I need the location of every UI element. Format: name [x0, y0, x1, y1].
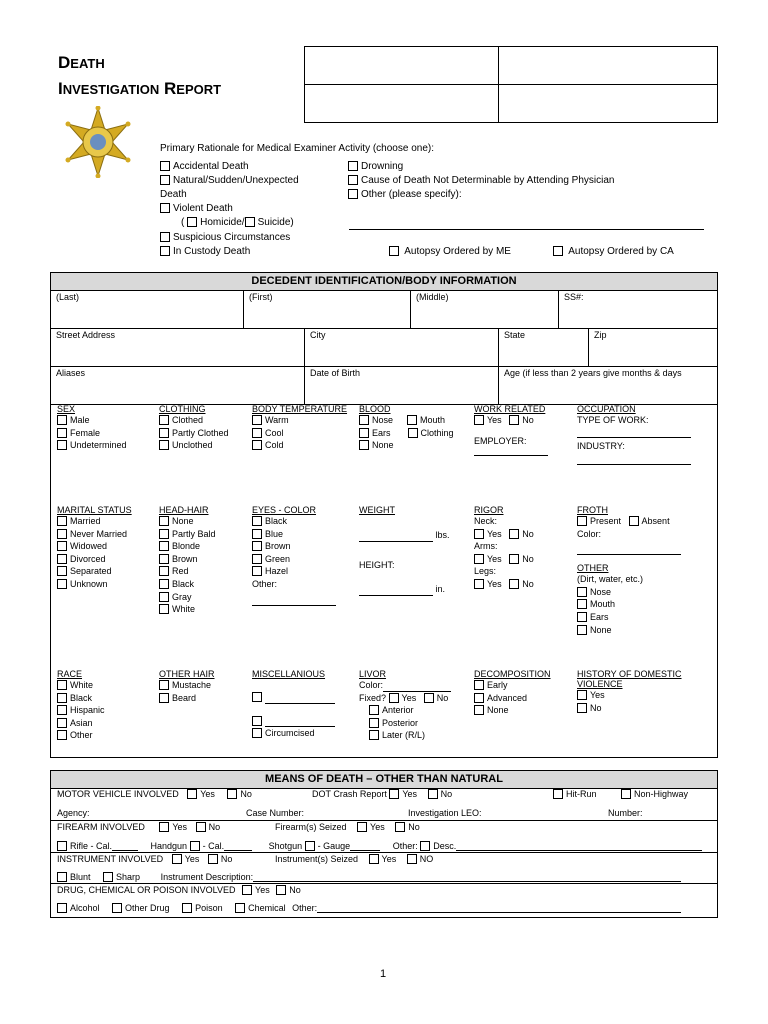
dot-yes[interactable]: Yes [389, 789, 417, 799]
race-hispanic[interactable]: Hispanic [57, 704, 105, 717]
weight-line[interactable] [359, 541, 433, 542]
street-field[interactable]: Street Address [50, 328, 305, 367]
marital-separated[interactable]: Separated [57, 565, 132, 578]
occupation-group: OCCUPATION TYPE OF WORK: INDUSTRY: [577, 404, 691, 465]
first-name-field[interactable]: (First) [243, 290, 411, 329]
work-yes[interactable]: Yes [474, 415, 502, 425]
agency-label[interactable]: Agency: [57, 808, 90, 818]
otherhair-mustache[interactable]: Mustache [159, 679, 215, 692]
instrument-type-row: Blunt Sharp Instrument Description: [57, 872, 717, 882]
clothing-partly[interactable]: Partly Clothed [159, 427, 229, 440]
means-section [50, 770, 718, 918]
autopsy-me[interactable]: Autopsy Ordered by ME [389, 246, 511, 257]
decomp-advanced[interactable]: Advanced [474, 692, 551, 705]
hair-brown[interactable]: Brown [159, 553, 216, 566]
header-box-4[interactable] [498, 84, 718, 123]
otherhair-beard[interactable]: Beard [159, 692, 215, 705]
eyes-green[interactable]: Green [252, 553, 336, 566]
misc-circumcised[interactable]: Circumcised [252, 727, 335, 740]
mv-row: MOTOR VEHICLE INVOLVED Yes No [57, 789, 252, 799]
header-box-3[interactable] [304, 84, 499, 123]
homicide-checkbox[interactable] [187, 217, 197, 227]
mv-yes[interactable]: Yes [187, 789, 215, 799]
type-of-work-line[interactable] [577, 437, 691, 438]
race-asian[interactable]: Asian [57, 717, 105, 730]
hair-gray[interactable]: Gray [159, 591, 216, 604]
marital-widowed[interactable]: Widowed [57, 540, 132, 553]
autopsy-ca[interactable]: Autopsy Ordered by CA [553, 246, 674, 257]
means-heading: MEANS OF DEATH – OTHER THAN NATURAL [51, 771, 717, 789]
shotgun-checkbox[interactable]: - Gauge [305, 841, 381, 851]
drug-other-line[interactable] [317, 912, 681, 913]
city-field[interactable]: City [304, 328, 499, 367]
header-box-1[interactable] [304, 46, 499, 85]
rigor-arms-no[interactable]: No [509, 554, 534, 564]
rigor-neck-no[interactable]: No [509, 529, 534, 539]
race-white[interactable]: White [57, 679, 105, 692]
opt-natural[interactable]: Natural/Sudden/Unexpected [160, 175, 299, 186]
rigor-legs-no[interactable]: No [509, 579, 534, 589]
page-title: DEATH INVESTIGATION REPORT [58, 53, 222, 98]
firearm-no[interactable]: No [196, 822, 221, 832]
investigation-leo-label[interactable]: Investigation LEO: [408, 808, 482, 818]
page-number: 1 [380, 968, 387, 980]
sex-male[interactable]: Male [57, 414, 127, 427]
sheriff-badge-icon [62, 106, 134, 178]
eyes-brown[interactable]: Brown [252, 540, 336, 553]
otherhair-group: OTHER HAIR Mustache Beard [159, 669, 215, 703]
blood-clothing[interactable]: Clothing [408, 428, 454, 438]
suicide-checkbox[interactable] [245, 217, 255, 227]
drug-yes[interactable]: Yes [242, 885, 270, 895]
decomp-none[interactable]: None [474, 704, 551, 717]
hair-red[interactable]: Red [159, 565, 216, 578]
instrument-no[interactable]: No [208, 854, 233, 864]
opt-violent[interactable]: Violent Death [160, 203, 233, 214]
opt-drowning[interactable]: Drowning [348, 161, 403, 172]
blood-none[interactable]: None [359, 439, 454, 452]
hair-white[interactable]: White [159, 603, 216, 616]
mv-no[interactable]: No [227, 789, 252, 799]
blood-group: BLOOD Nose Mouth Ears Clothing None [359, 404, 454, 451]
rationale-prompt: Primary Rationale for Medical Examiner Activity (choose one): [160, 143, 434, 154]
marital-never[interactable]: Never Married [57, 528, 132, 541]
instrument-seized-row: Instrument(s) Seized Yes NO [275, 854, 434, 864]
temp-warm[interactable]: Warm [252, 414, 347, 427]
alcohol-checkbox[interactable]: Alcohol [57, 903, 100, 913]
blood-nose[interactable]: Nose [359, 415, 393, 425]
drug-type-row: Alcohol Other Drug Poison Chemical Other: [57, 903, 717, 913]
instrument-desc-line[interactable] [253, 881, 681, 882]
marital-divorced[interactable]: Divorced [57, 553, 132, 566]
froth-group: FROTH Present Absent Color: OTHER (Dirt, water, etc.) Nose Mouth Ears None [577, 505, 681, 636]
handgun-checkbox[interactable]: - Cal. [190, 841, 253, 851]
firearm-other-checkbox[interactable] [420, 841, 433, 851]
otherdrug-checkbox[interactable]: Other Drug [112, 903, 170, 913]
rigor-legs-yes[interactable]: Yes [474, 579, 502, 589]
firearm-seized-yes[interactable]: Yes [357, 822, 385, 832]
decedent-section [50, 272, 718, 758]
drug-no[interactable]: No [276, 885, 301, 895]
livor-posterior[interactable]: Posterior [359, 717, 451, 730]
blood-mouth[interactable]: Mouth [407, 415, 445, 425]
domestic-yes[interactable]: Yes [577, 689, 682, 702]
opt-violent-sub: ( Homicide/ Suicide) [181, 217, 294, 228]
marital-unknown[interactable]: Unknown [57, 578, 132, 591]
dot-no[interactable]: No [428, 789, 453, 799]
dot-row: DOT Crash Report Yes No [312, 789, 453, 799]
livor-fixed-yes[interactable]: Yes [389, 693, 417, 703]
decomp-early[interactable]: Early [474, 679, 551, 692]
froth-color-line[interactable] [577, 554, 681, 555]
livor-fixed-no[interactable]: No [424, 693, 449, 703]
livor-group: LIVOR Color: Fixed? Yes No Anterior Posterior Later (R/L) [359, 669, 451, 742]
rigor-group: RIGOR Neck: Yes No Arms: Yes No Legs: Yes No [474, 505, 534, 589]
other-mouth[interactable]: Mouth [577, 598, 681, 611]
other-ears[interactable]: Ears [577, 611, 681, 624]
temp-cold[interactable]: Cold [252, 439, 347, 452]
sex-group: SEX Male Female Undetermined [57, 404, 127, 451]
decedent-heading: DECEDENT IDENTIFICATION/BODY INFORMATION [51, 273, 717, 291]
misc-group: MISCELLANIOUS Circumcised [252, 669, 335, 740]
rifle-checkbox[interactable]: Rifle - Cal. [57, 841, 138, 851]
opt-other[interactable]: Other (please specify): [348, 189, 462, 200]
eyes-hazel[interactable]: Hazel [252, 565, 336, 578]
decomp-group: DECOMPOSITION Early Advanced None [474, 669, 551, 716]
bodytemp-group: BODY TEMPERATURE Warm Cool Cold [252, 404, 348, 451]
state-field[interactable]: State [498, 328, 589, 367]
firearm-row: FIREARM INVOLVED Yes No [57, 822, 221, 832]
eyes-group: EYES - COLOR Black Blue Brown Green Hazel Other: [252, 505, 336, 606]
clothing-clothed[interactable]: Clothed [159, 414, 229, 427]
headhair-group: HEAD-HAIR None Partly Bald Blonde Brown Red Black Gray White [159, 505, 216, 615]
hair-black[interactable]: Black [159, 578, 216, 591]
number-label[interactable]: Number: [608, 808, 643, 818]
eyes-blue[interactable]: Blue [252, 528, 336, 541]
misc-line-2[interactable] [252, 715, 335, 728]
blood-ears[interactable]: Ears [359, 428, 391, 438]
header-box-2[interactable] [498, 46, 718, 85]
hair-partly-bald[interactable]: Partly Bald [159, 528, 216, 541]
sex-undetermined[interactable]: Undetermined [57, 439, 127, 452]
race-black[interactable]: Black [57, 692, 105, 705]
temp-cool[interactable]: Cool [252, 427, 347, 440]
instrument-yes[interactable]: Yes [172, 854, 200, 864]
rigor-neck-yes[interactable]: Yes [474, 529, 502, 539]
age-field[interactable]: Age (if less than 2 years give months & days [498, 366, 718, 405]
other-none[interactable]: None [577, 624, 681, 637]
domestic-group: HISTORY OF DOMESTIC VIOLENCE Yes No [577, 669, 682, 713]
opt-suspicious[interactable]: Suspicious Circumstances [160, 232, 290, 243]
livor-later[interactable]: Later (R/L) [359, 729, 451, 742]
employer-line[interactable] [474, 455, 548, 456]
opt-custody[interactable]: In Custody Death [160, 246, 250, 257]
hitrun-checkbox[interactable]: Hit-Run [553, 789, 717, 799]
sharp-checkbox[interactable]: Sharp [103, 872, 140, 882]
clothing-group: CLOTHING Clothed Partly Clothed Unclothed [159, 404, 229, 451]
marital-group: MARITAL STATUS Married Never Married Widowed Divorced Separated Unknown [57, 505, 132, 589]
zip-field[interactable]: Zip [588, 328, 718, 367]
drug-row: DRUG, CHEMICAL OR POISON INVOLVED Yes No [57, 885, 301, 895]
livor-anterior[interactable]: Anterior [359, 704, 451, 717]
opt-accidental[interactable]: Accidental Death [160, 161, 249, 172]
last-name-field[interactable]: (Last) [50, 290, 244, 329]
firearm-seized-no[interactable]: No [395, 822, 420, 832]
race-group: RACE White Black Hispanic Asian Other [57, 669, 105, 741]
clothing-unclothed[interactable]: Unclothed [159, 439, 229, 452]
firearm-seized-row: Firearm(s) Seized Yes No [275, 822, 420, 832]
domestic-no[interactable]: No [577, 702, 682, 715]
industry-line[interactable] [577, 464, 691, 465]
firearm-type-row: Rifle - Cal. Handgun - Cal. Shotgun - Gauge Other: Desc. [57, 841, 717, 851]
other-nose[interactable]: Nose [577, 586, 681, 599]
other-specify-line[interactable] [349, 229, 704, 230]
ssn-field[interactable]: SS#: [558, 290, 718, 329]
sex-female[interactable]: Female [57, 427, 127, 440]
chemical-checkbox[interactable]: Chemical [235, 903, 286, 913]
race-other[interactable]: Other [57, 729, 105, 742]
froth-absent[interactable]: Absent [629, 516, 670, 526]
work-group: WORK RELATED Yes No EMPLOYER: [474, 404, 548, 456]
blunt-checkbox[interactable]: Blunt [57, 872, 91, 882]
marital-married[interactable]: Married [57, 515, 132, 528]
poison-checkbox[interactable]: Poison [182, 903, 223, 913]
froth-present[interactable]: Present [577, 516, 621, 526]
instrument-seized-no[interactable]: NO [407, 854, 434, 864]
instrument-seized-yes[interactable]: Yes [369, 854, 397, 864]
weight-group: WEIGHT lbs. HEIGHT: in. [359, 505, 450, 595]
eyes-black[interactable]: Black [252, 515, 336, 528]
rigor-arms-yes[interactable]: Yes [474, 554, 502, 564]
opt-not-determinable[interactable]: Cause of Death Not Determinable by Attending Physician [348, 175, 614, 186]
height-line[interactable] [359, 595, 433, 596]
misc-line-1[interactable] [252, 691, 335, 704]
work-no[interactable]: No [509, 415, 534, 425]
case-number-label[interactable]: Case Number: [246, 808, 305, 818]
hair-none[interactable]: None [159, 515, 216, 528]
instrument-row: INSTRUMENT INVOLVED Yes No [57, 854, 233, 864]
firearm-desc-line[interactable] [456, 850, 702, 851]
firearm-yes[interactable]: Yes [159, 822, 187, 832]
opt-natural-cont: Death [160, 189, 187, 200]
dob-field[interactable]: Date of Birth [304, 366, 499, 405]
hair-blonde[interactable]: Blonde [159, 540, 216, 553]
eyes-other-line[interactable] [252, 605, 336, 606]
middle-name-field[interactable]: (Middle) [410, 290, 559, 329]
aliases-field[interactable]: Aliases [50, 366, 305, 405]
nonhighway-checkbox[interactable]: Non-Highway [621, 789, 717, 799]
